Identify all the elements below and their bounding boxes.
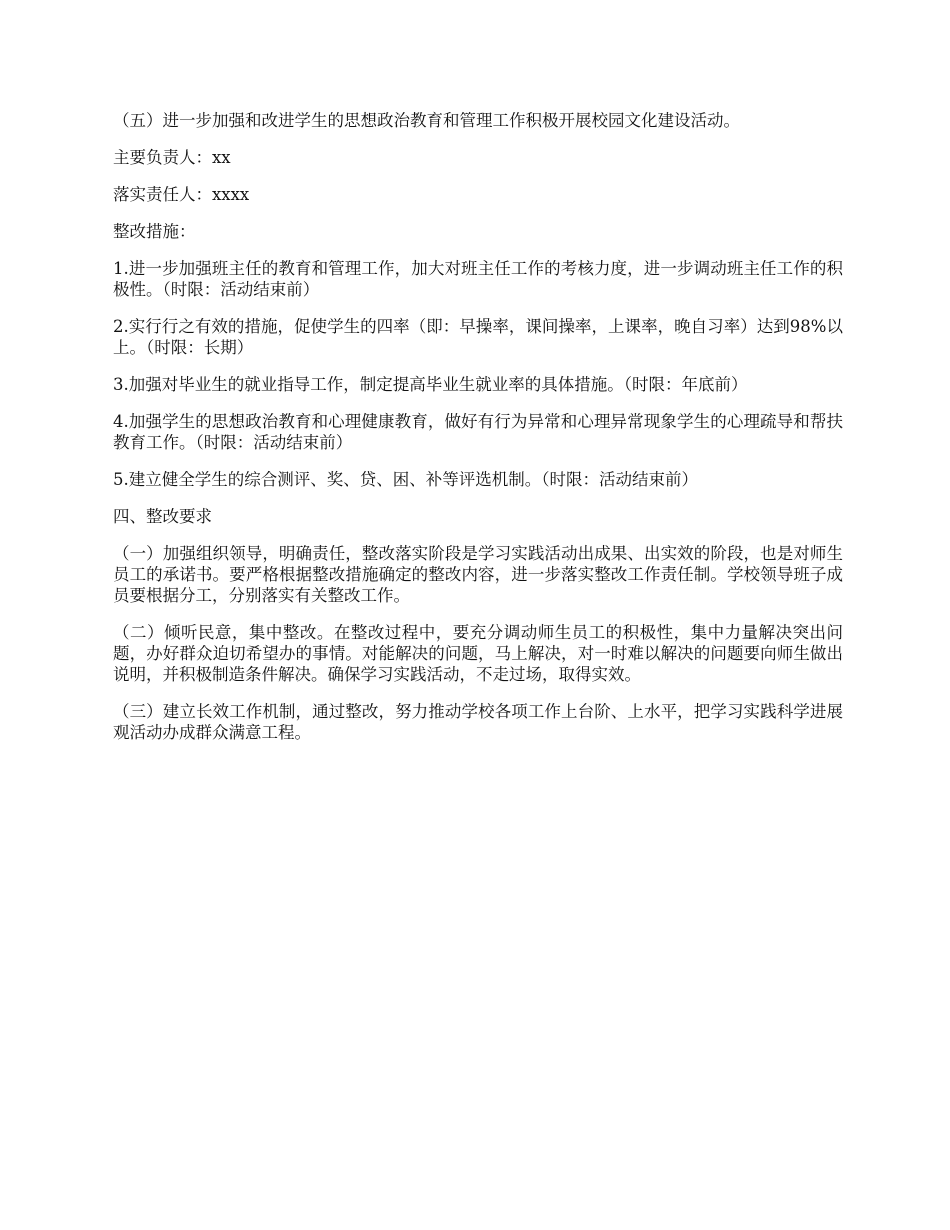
measure-item-2: 2.实行行之有效的措施，促使学生的四率（即：早操率，课间操率，上课率，晚自习率）达到98%以上。（时限：长期） bbox=[113, 317, 843, 357]
requirement-item-1: （一）加强组织领导，明确责任，整改落实阶段是学习实践活动出成果、出实效的阶段，也是对师生员工的承诺书。要严格根据整改措施确定的整改内容，进一步落实整改工作责任制。学校领导班子成员要根据分工，分别落实有关整改工作。 bbox=[113, 544, 843, 605]
document-body bbox=[113, 110, 843, 759]
section-five-heading: （五）进一步加强和改进学生的思想政治教育和管理工作积极开展校园文化建设活动。 bbox=[113, 111, 740, 130]
measure-item-5: 5.建立健全学生的综合测评、奖、贷、困、补等评选机制。（时限：活动结束前） bbox=[113, 470, 698, 489]
measure-item-1: 1.进一步加强班主任的教育和管理工作，加大对班主任工作的考核力度，进一步调动班主任工作的积极性。（时限：活动结束前） bbox=[113, 259, 843, 299]
rectification-measures-heading: 整改措施： bbox=[113, 222, 196, 241]
main-responsible-person: 主要负责人：xx bbox=[113, 148, 231, 167]
section-four-heading: 四、整改要求 bbox=[113, 507, 212, 526]
requirement-item-2: （二）倾听民意，集中整改。在整改过程中，要充分调动师生员工的积极性，集中力量解决突出问题，办好群众迫切希望办的事情。对能解决的问题，马上解决，对一时难以解决的问题要向师生做出说明，并积极制造条件解决。确保学习实践活动，不走过场，取得实效。 bbox=[113, 623, 843, 684]
measure-item-4: 4.加强学生的思想政治教育和心理健康教育，做好有行为异常和心理异常现象学生的心理疏导和帮扶教育工作。（时限：活动结束前） bbox=[113, 412, 843, 452]
requirement-item-3: （三）建立长效工作机制，通过整改，努力推动学校各项工作上台阶、上水平，把学习实践科学进展观活动办成群众满意工程。 bbox=[113, 702, 843, 742]
measure-item-3: 3.加强对毕业生的就业指导工作，制定提高毕业生就业率的具体措施。（时限：年底前） bbox=[113, 375, 748, 394]
implementation-responsible-person: 落实责任人：xxxx bbox=[113, 185, 250, 204]
